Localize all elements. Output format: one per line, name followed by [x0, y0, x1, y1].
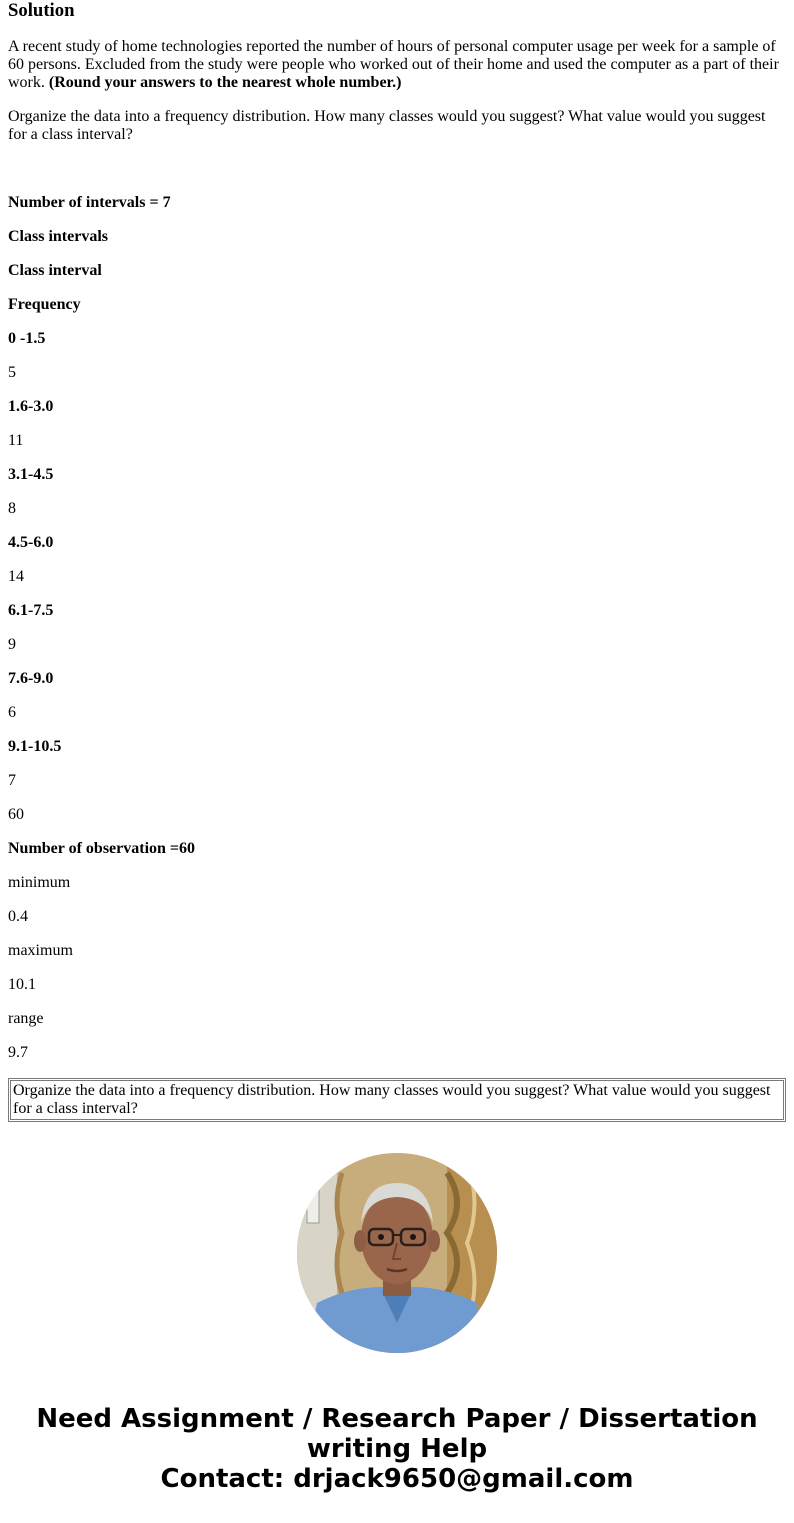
solution-heading: Solution [8, 0, 75, 21]
author-photo-icon [297, 1153, 497, 1353]
round-note: (Round your answers to the nearest whole number.) [48, 74, 402, 91]
observations-count: Number of observation =60 [8, 840, 196, 857]
stat-label: minimum [8, 874, 71, 891]
author-avatar [297, 1153, 497, 1353]
table-row-frequency: 8 [8, 500, 16, 517]
table-row-frequency: 11 [8, 432, 24, 449]
table-row-interval: 3.1-4.5 [8, 466, 54, 483]
table-row-interval: 9.1-10.5 [8, 738, 62, 755]
promo-line: Need Assignment / Research Paper / Dissertation [36, 1404, 758, 1434]
promo-contact: Contact: drjack9650@gmail.com [160, 1464, 634, 1494]
question-box-text: Organize the data into a frequency distribution. How many classes would you suggest? What value would you suggest for a class interval? [10, 1080, 784, 1120]
promo-banner [0, 1404, 794, 1494]
promo-line: writing Help [306, 1434, 488, 1464]
spacer [8, 144, 786, 178]
question-box [8, 1078, 786, 1122]
solution-content [8, 0, 786, 1122]
table-row-frequency: 7 [8, 772, 16, 789]
table-row-frequency: 14 [8, 568, 24, 585]
frequency-total: 60 [8, 806, 24, 823]
col-header-frequency: Frequency [8, 296, 81, 313]
stat-value: 0.4 [8, 908, 28, 925]
table-row-interval: 7.6-9.0 [8, 670, 54, 687]
intro-paragraph [8, 38, 786, 92]
table-row-frequency: 5 [8, 364, 16, 381]
stat-value: 10.1 [8, 976, 36, 993]
stat-label: range [8, 1010, 44, 1027]
table-row-interval: 1.6-3.0 [8, 398, 54, 415]
table-row-frequency: 6 [8, 704, 16, 721]
table-row-interval: 6.1-7.5 [8, 602, 54, 619]
table-row-interval: 4.5-6.0 [8, 534, 54, 551]
col-header-interval: Class interval [8, 262, 102, 279]
intro-text: A recent study of home technologies reported the number of hours of personal computer usage per week for a sample of 60 persons. Excluded from the study were people who worked out of their home and used the computer as a part of their work. [8, 38, 779, 91]
table-row-frequency: 9 [8, 636, 16, 653]
intervals-count: Number of intervals = 7 [8, 194, 171, 211]
table-row-interval: 0 -1.5 [8, 330, 46, 347]
stat-value: 9.7 [8, 1044, 28, 1061]
stat-label: maximum [8, 942, 73, 959]
question-paragraph: Organize the data into a frequency distribution. How many classes would you suggest? What value would you suggest for a class interval? [8, 108, 766, 143]
class-intervals-label: Class intervals [8, 228, 108, 245]
